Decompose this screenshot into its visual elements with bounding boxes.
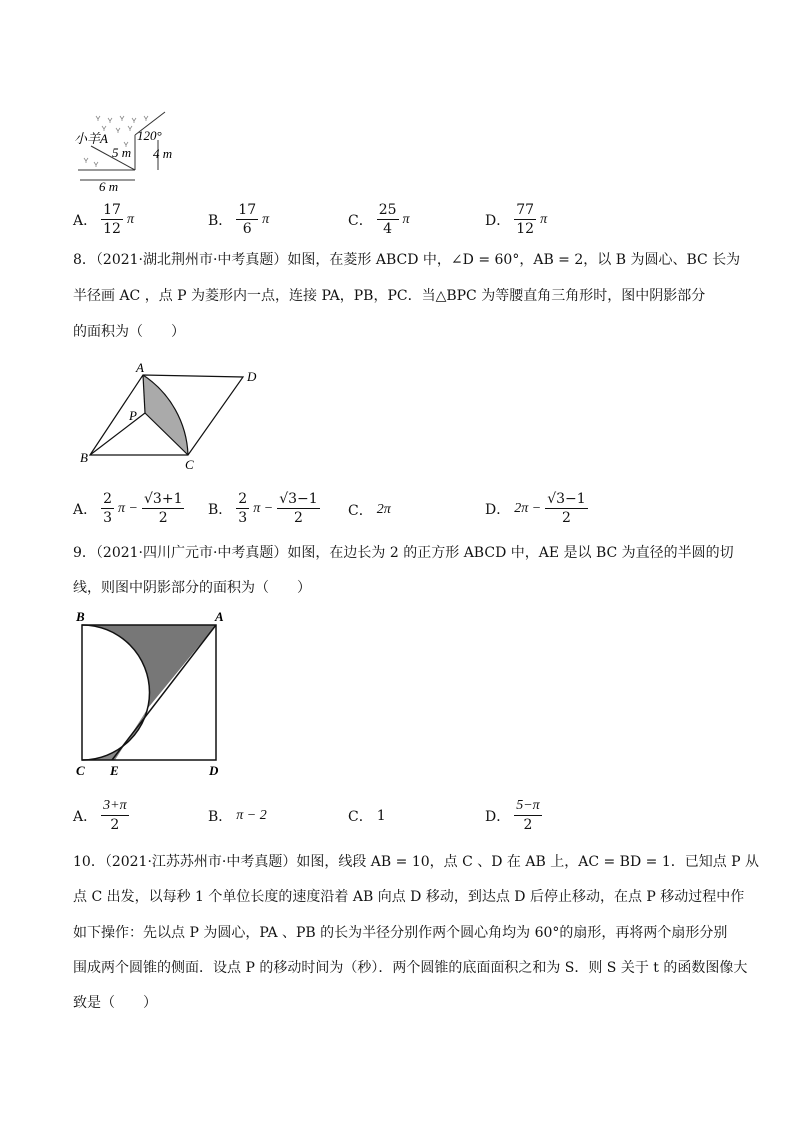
- q10-line-1: 10．（2021·江苏苏州市·中考真题）如图，线段 AB = 10，点 C 、D 在 AB 上，AC = BD = 1．已知点 P 从: [73, 854, 760, 870]
- q9-option-a[interactable]: A． $\frac{3+\pi}{2}$: [73, 798, 127, 833]
- q8-option-b[interactable]: B． $\frac{2}{3}$ π − $\frac{√3-1}{2}$: [208, 491, 318, 526]
- svg-text:B: B: [80, 450, 88, 465]
- q10-line-2: 点 C 出发，以每秒 1 个单位长度的速度沿着 AB 向点 D 移动，到达点 D 后停止移动，在点 P 移动过程中作: [73, 889, 745, 905]
- q8-line-3: 的面积为（ ）: [73, 324, 185, 340]
- svg-text:120°: 120°: [137, 128, 162, 143]
- q7-option-a[interactable]: A． $\frac{17}{12}$ π: [73, 202, 134, 237]
- svg-text:P: P: [129, 408, 137, 423]
- q7-option-c[interactable]: C． $\frac{25}{4}$ π: [348, 202, 410, 237]
- q10-line-5: 致是（ ）: [73, 995, 157, 1011]
- q8-line-2: 半径画 AC ，点 P 为菱形内一点，连接 PA，PB，PC．当△BPC 为等腰直角三角形时，图中阴影部分: [73, 288, 706, 304]
- svg-text:E: E: [110, 763, 119, 778]
- q8-option-c[interactable]: C． 2π: [348, 502, 391, 519]
- q10-line-4: 围成两个圆锥的侧面．设点 P 的移动时间为（秒）．两个圆锥的底面面积之和为 S．则 S 关于 t 的函数图像大: [73, 960, 748, 976]
- q10-line-3: 如下操作：先以点 P 为圆心，PA 、PB 的长为半径分别作两个圆心角均为 60°的扇形，再将两个扇形分别: [73, 925, 728, 941]
- q8-option-d[interactable]: D． 2π − $\frac{√3-1}{2}$: [485, 491, 586, 526]
- svg-text:D: D: [209, 763, 219, 778]
- q8-option-a[interactable]: A． $\frac{2}{3}$ π − $\frac{√3+1}{2}$: [73, 491, 183, 526]
- svg-text:4 m: 4 m: [153, 146, 173, 161]
- svg-text:小羊A: 小羊A: [74, 131, 108, 146]
- q9-option-b[interactable]: B． π − 2: [208, 808, 267, 825]
- q7-option-b[interactable]: B． $\frac{17}{6}$ π: [208, 202, 270, 237]
- svg-text:C: C: [76, 763, 85, 778]
- svg-text:D: D: [247, 369, 257, 384]
- svg-text:A: A: [136, 360, 144, 375]
- q9-line-2: 线，则图中阴影部分的面积为（ ）: [73, 580, 311, 596]
- svg-text:C: C: [185, 457, 194, 472]
- q7-option-d[interactable]: D． $\frac{77}{12}$ π: [485, 202, 548, 237]
- svg-text:A: A: [215, 609, 224, 624]
- q9-line-1: 9．（2021·四川广元市·中考真题）如图，在边长为 2 的正方形 ABCD 中，AE 是以 BC 为直径的半圆的切: [73, 545, 734, 561]
- q8-line-1: 8．（2021·湖北荆州市·中考真题）如图，在菱形 ABCD 中，∠D = 60°，AB = 2，以 B 为圆心、BC 长为: [73, 252, 741, 268]
- svg-text:5 m: 5 m: [112, 145, 132, 160]
- svg-text:B: B: [76, 609, 85, 624]
- q9-option-d[interactable]: D． $\frac{5-\pi}{2}$: [485, 798, 540, 833]
- q9-option-c[interactable]: C． 1: [348, 808, 386, 825]
- svg-text:6 m: 6 m: [99, 179, 119, 194]
